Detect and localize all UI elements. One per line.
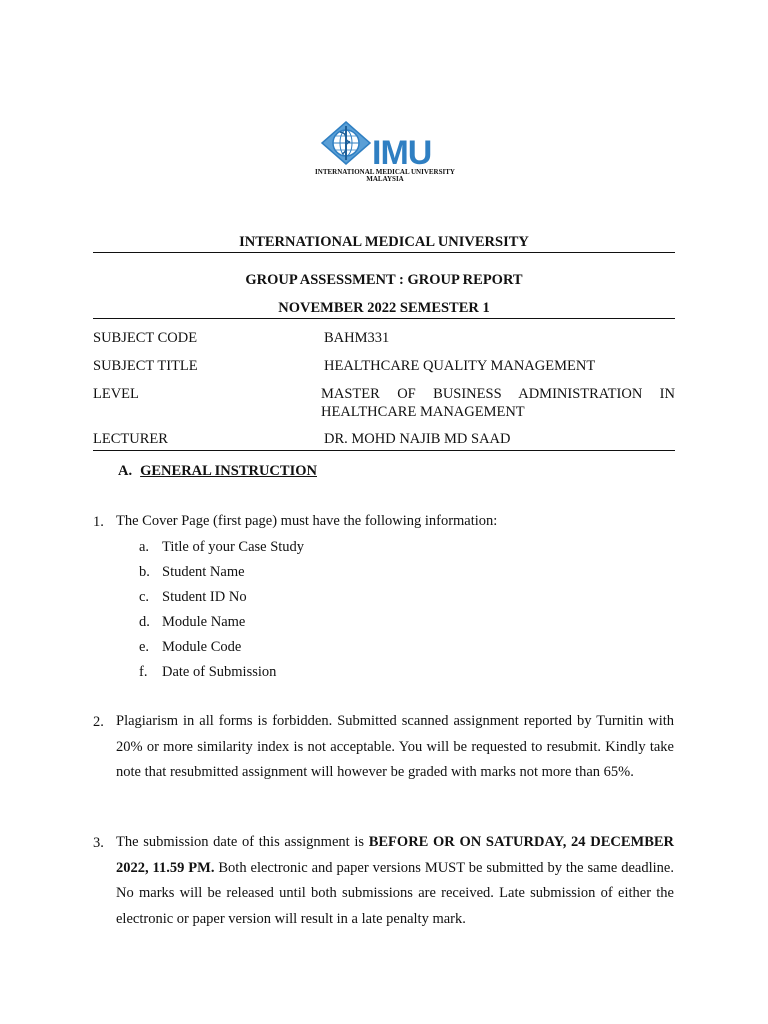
sub-item-letter: e. xyxy=(139,639,150,655)
subject-title-value: HEALTHCARE QUALITY MANAGEMENT xyxy=(324,358,596,374)
imu-logo xyxy=(302,120,468,184)
item-number: 1. xyxy=(93,514,104,530)
item-text: The Cover Page (first page) must have the following information: xyxy=(116,513,498,529)
section-heading xyxy=(118,462,317,480)
logo-subtitle: INTERNATIONAL MEDICAL UNIVERSITY xyxy=(315,168,455,176)
sub-item-text: Student Name xyxy=(162,564,245,580)
logo-wordmark: IMU xyxy=(372,134,432,172)
info-label: SUBJECT CODE xyxy=(93,330,198,346)
level-value-line2: HEALTHCARE MANAGEMENT xyxy=(321,404,525,420)
university-title: INTERNATIONAL MEDICAL UNIVERSITY xyxy=(239,234,529,250)
divider xyxy=(93,450,675,451)
info-label: LECTURER xyxy=(93,431,168,447)
sub-item-text: Title of your Case Study xyxy=(162,539,305,555)
globe-emblem-icon xyxy=(320,120,372,166)
sub-item-letter: a. xyxy=(139,539,150,555)
info-label: LEVEL xyxy=(93,386,139,402)
sub-item-text: Student ID No xyxy=(162,589,247,605)
sub-item-letter: d. xyxy=(139,614,150,630)
sub-item-letter: b. xyxy=(139,564,150,580)
sub-item-text: Module Code xyxy=(162,639,242,655)
item-text: Plagiarism in all forms is forbidden. Submitted scanned assignment reported by Turnitin with 20% or more similarity index is not acceptable. You will be requested to resubmit. Kindly take note that resubmitted assignment will however be graded with marks not more than 65%. xyxy=(116,713,674,780)
section-letter: A. xyxy=(118,463,133,479)
item-number: 2. xyxy=(93,714,104,730)
sub-item-text: Module Name xyxy=(162,614,246,630)
logo-country: MALAYSIA xyxy=(366,175,404,183)
level-value: MASTER OF BUSINESS ADMINISTRATION IN xyxy=(321,386,675,402)
item-text xyxy=(116,830,674,932)
divider xyxy=(93,252,675,253)
deadline-text: BEFORE OR ON SATURDAY, 24 DECEMBER 2022, 11.59 PM. xyxy=(116,834,675,876)
item-text-part: The submission date of this assignment is xyxy=(116,834,369,850)
item-text-part: Both electronic and paper versions MUST be submitted by the same deadline. No marks will be released until both submissions are received. Late submission of either the electronic or paper version will result in a late penalty mark. xyxy=(116,859,674,927)
subject-code-value: BAHM331 xyxy=(324,330,390,346)
info-label: SUBJECT TITLE xyxy=(93,358,198,374)
divider xyxy=(93,318,675,319)
item-number: 3. xyxy=(93,835,104,851)
sub-item-text: Date of Submission xyxy=(162,664,277,680)
assessment-title: GROUP ASSESSMENT : GROUP REPORT xyxy=(245,272,523,288)
lecturer-value: DR. MOHD NAJIB MD SAAD xyxy=(324,431,511,447)
section-title: GENERAL INSTRUCTION xyxy=(140,463,317,479)
sub-item-letter: c. xyxy=(139,589,150,605)
semester-title: NOVEMBER 2022 SEMESTER 1 xyxy=(278,300,490,316)
sub-item-letter: f. xyxy=(139,664,148,680)
